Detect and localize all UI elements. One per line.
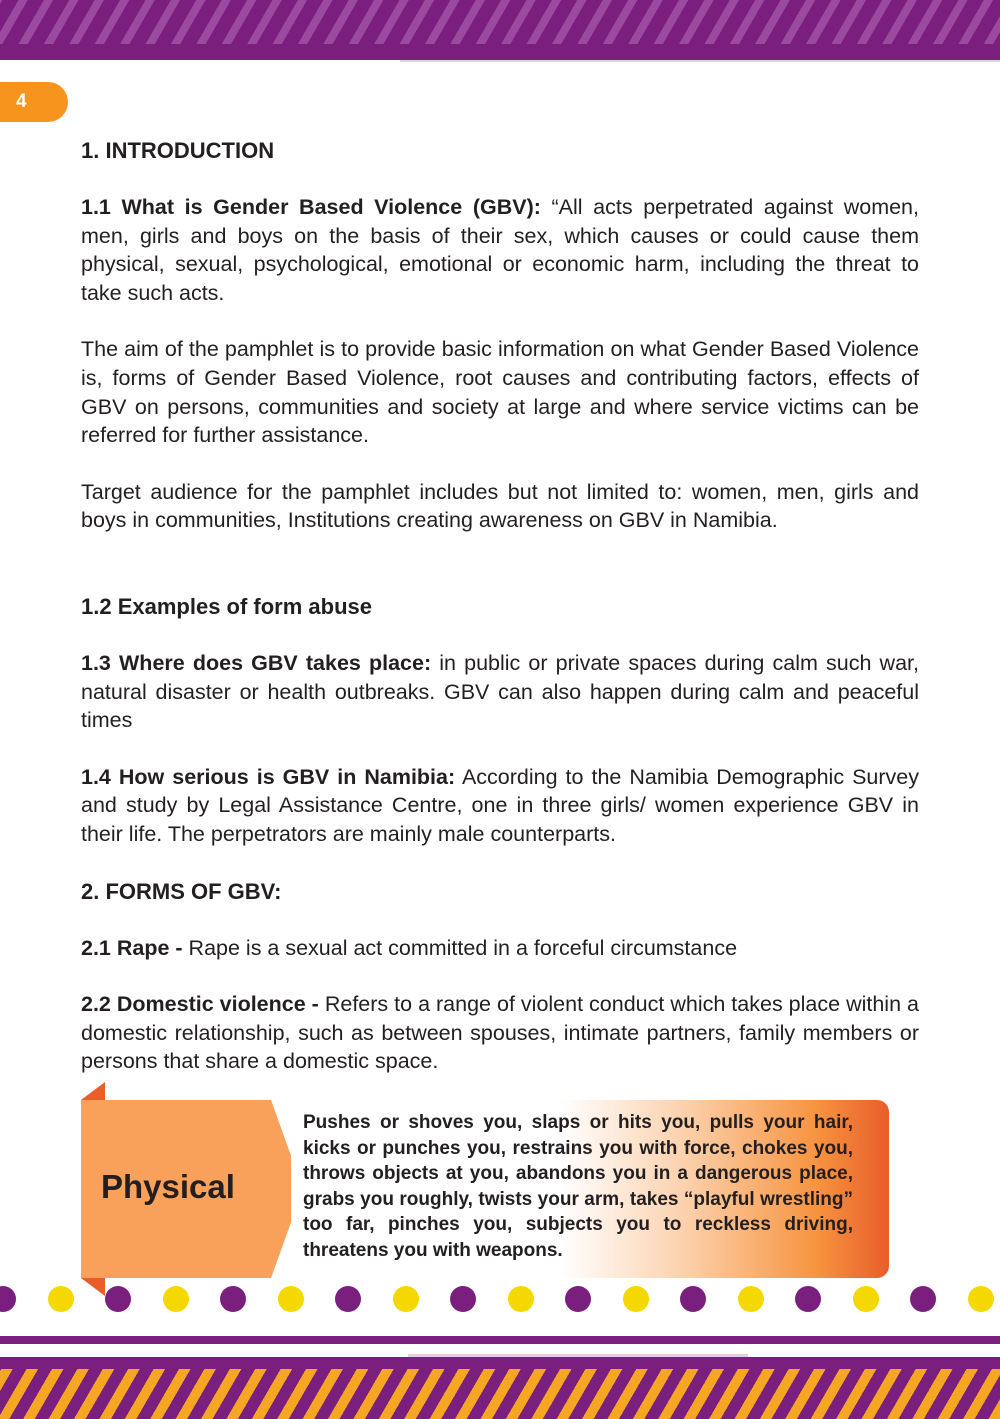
text-where-gbv: in public or private spaces during calm such war, natural disaster or health outbreaks. GBV can also happen during calm and peaceful times <box>81 650 919 733</box>
callout-fold-top <box>81 1082 105 1100</box>
paragraph-what-is-gbv <box>81 193 919 307</box>
decorative-dot <box>48 1286 74 1312</box>
decorative-dot <box>565 1286 591 1312</box>
paragraph-domestic-violence <box>81 990 919 1076</box>
lead-rape: 2.1 Rape - <box>81 935 183 960</box>
heading-forms: 2. FORMS OF GBV: <box>81 878 282 904</box>
bottom-divider <box>0 1336 1000 1344</box>
lead-how-serious: 1.4 How serious is GBV in Namibia: <box>81 764 456 789</box>
paragraph-aim: The aim of the pamphlet is to provide basic information on what Gender Based Violence is, forms of Gender Based Violence, root causes and contributing factors, effects of GBV on persons, communities and society at large and where service victims can be referred for further assistance. <box>81 337 919 448</box>
physical-callout <box>81 1082 891 1282</box>
page-number: 4 <box>16 91 27 112</box>
paragraph-where-gbv <box>81 649 919 735</box>
text-rape: Rape is a sexual act committed in a forceful circumstance <box>182 935 738 960</box>
decorative-dot <box>163 1286 189 1312</box>
bottom-band-top <box>0 1357 1000 1369</box>
bottom-mid-line <box>408 1354 748 1357</box>
main-content <box>81 136 919 1076</box>
lead-what-is-gbv: 1.1 What is Gender Based Violence (GBV): <box>81 195 541 219</box>
top-divider <box>400 60 1000 62</box>
decorative-dot <box>508 1286 534 1312</box>
decorative-dot <box>0 1286 16 1312</box>
callout-label: Physical <box>101 1168 235 1205</box>
text-what-is-gbv: “All acts perpetrated against women, men, girls and boys on the basis of their sex, which causes or could cause them physical, sexual, psychological, emotional or economic harm, including the threat to take such acts. <box>81 195 919 305</box>
decorative-dot <box>278 1286 304 1312</box>
decorative-dot <box>623 1286 649 1312</box>
paragraph-rape <box>81 934 919 963</box>
text-how-serious: According to the Namibia Demographic Survey and study by Legal Assistance Centre, one in three girls/ women experience GBV in their life. The perpetrators are mainly male counterparts. <box>81 764 919 846</box>
heading-introduction: 1. INTRODUCTION <box>81 138 275 163</box>
decorative-dot <box>968 1286 994 1312</box>
lead-domestic-violence: 2.2 Domestic violence - <box>81 992 319 1017</box>
decorative-dot <box>393 1286 419 1312</box>
decorative-dot <box>795 1286 821 1312</box>
decorative-dot <box>335 1286 361 1312</box>
page-number-tab <box>0 82 68 122</box>
decorative-dot <box>738 1286 764 1312</box>
decorative-dot <box>220 1286 246 1312</box>
dot-row <box>0 1286 1000 1316</box>
decorative-dot <box>910 1286 936 1312</box>
callout-text: Pushes or shoves you, slaps or hits you, pulls your hair, kicks or punches you, restrains you with force, chokes you, throws objects at you, abandons you in a dangerous place, grabs you roughly, twists your arm, takes “playful wrestling” too far, pinches you, subjects you to reckless driving, threatens you with weapons. <box>303 1112 853 1261</box>
decorative-dot <box>105 1286 131 1312</box>
paragraph-how-serious <box>81 763 919 849</box>
paragraph-target-audience: Target audience for the pamphlet includes but not limited to: women, men, girls and boys in communities, Institutions creating awareness on GBV in Namibia. <box>81 479 919 533</box>
lead-where-gbv: 1.3 Where does GBV takes place: <box>81 650 432 675</box>
decorative-dot <box>680 1286 706 1312</box>
decorative-dot <box>450 1286 476 1312</box>
text-domestic-violence: Refers to a range of violent conduct which takes place within a domestic relationship, such as between spouses, intimate partners, family members or persons that share a domestic space. <box>81 992 919 1074</box>
top-band-base <box>0 44 1000 60</box>
decorative-dot <box>853 1286 879 1312</box>
heading-examples: 1.2 Examples of form abuse <box>81 593 372 619</box>
